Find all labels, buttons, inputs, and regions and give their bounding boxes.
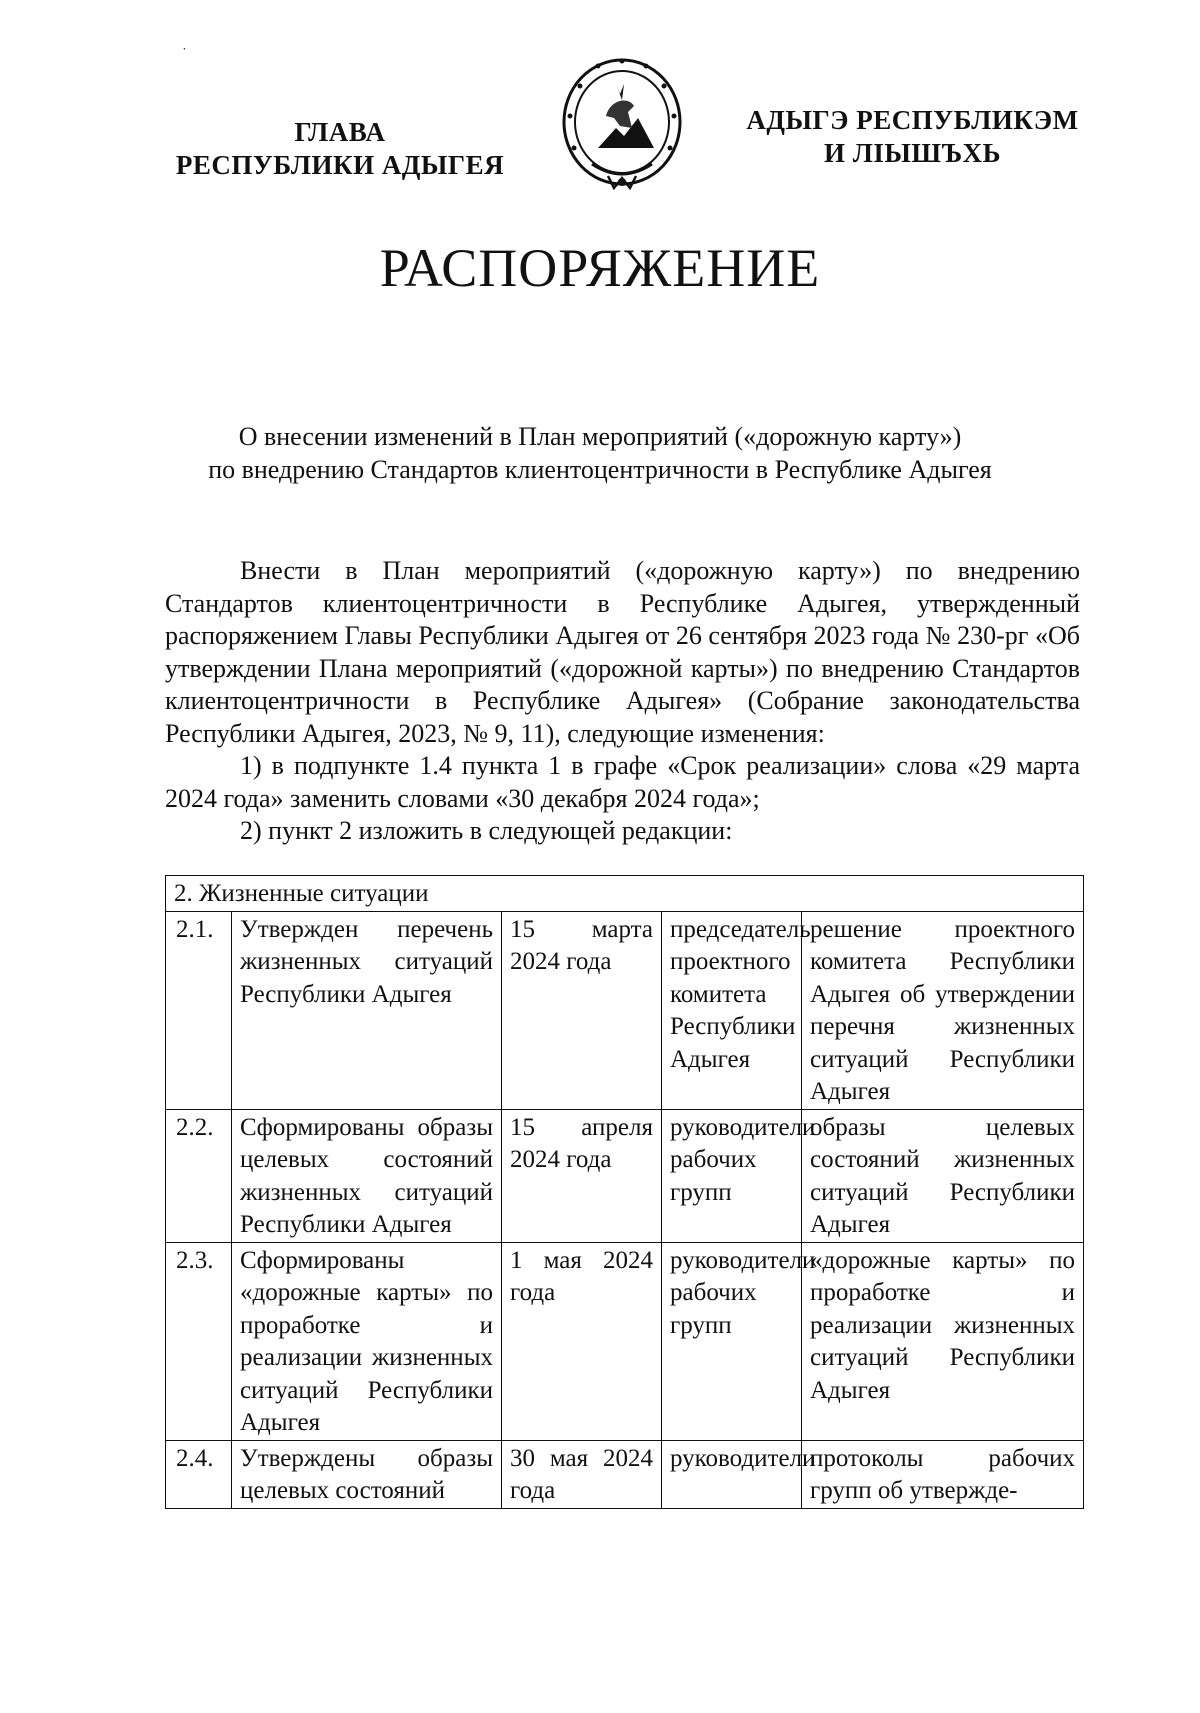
issuer-title-russian bbox=[170, 116, 510, 182]
scan-speck: ˙ bbox=[182, 46, 187, 61]
row-number: 2.2. bbox=[166, 1109, 232, 1242]
amendment-item-2: 2) пункт 2 изложить в следующей редакции: bbox=[240, 816, 733, 845]
responsible-cell: руководители bbox=[662, 1440, 802, 1508]
issuer-adyghe-line-1: АДЫГЭ РЕСПУБЛИКЭМ bbox=[746, 105, 1079, 135]
responsible-cell: руководители рабочих групп bbox=[662, 1242, 802, 1440]
coat-of-arms-icon bbox=[558, 56, 686, 198]
amendment-item-1: 1) в подпункте 1.4 пункта 1 в графе «Срок реализации» слова «29 марта 2024 года» заменить словами «30 декабря 2024 года»; bbox=[165, 751, 1080, 813]
table-row bbox=[166, 1242, 1084, 1440]
table-row bbox=[166, 1109, 1084, 1242]
table-row bbox=[166, 1440, 1084, 1508]
responsible-cell: председатель проектного комитета Республики Адыгея bbox=[662, 911, 802, 1109]
row-number: 2.3. bbox=[166, 1242, 232, 1440]
title-line-2: по внедрению Стандартов клиентоцентричности в Республике Адыгея bbox=[208, 455, 992, 484]
body-paragraph: Внести в План мероприятий («дорожную карту») по внедрению Стандартов клиентоцентричности в Республике Адыгея, утвержденный распоряжением Главы Республики Адыгея от 26 сентября 2023 года № 230-рг «Об утверждении Плана мероприятий («дорожной карты») по внедрению Стандартов клиентоцентричности в Республике Адыгея» (Собрание законодательства Республики Адыгея, 2023, № 9, 11), следующие изменения: bbox=[165, 556, 1080, 748]
section-header-cell: 2. Жизненные ситуации bbox=[166, 876, 1084, 912]
result-cell: протоколы рабочих групп об утвержде- bbox=[802, 1440, 1084, 1508]
title-line-1: О внесении изменений в План мероприятий («дорожную карту») bbox=[238, 422, 962, 451]
deadline-cell: 1 мая 2024 года bbox=[502, 1242, 662, 1440]
deadline-cell: 15 марта 2024 года bbox=[502, 911, 662, 1109]
event-cell: Утверждены образы целевых состояний bbox=[232, 1440, 502, 1508]
event-cell: Утвержден перечень жизненных ситуаций Республики Адыгея bbox=[232, 911, 502, 1109]
deadline-cell: 30 мая 2024 года bbox=[502, 1440, 662, 1508]
document-body bbox=[165, 555, 1080, 848]
issuer-adyghe-line-2: И ЛІЫШЪХЬ bbox=[823, 138, 1002, 168]
result-cell: решение проектного комитета Республики Адыгея об утверждении перечня жизненных ситуаций Республики Адыгея bbox=[802, 911, 1084, 1109]
plan-table bbox=[165, 875, 1083, 1509]
row-number: 2.1. bbox=[166, 911, 232, 1109]
event-cell: Сформированы образы целевых состояний жизненных ситуаций Республики Адыгея bbox=[232, 1109, 502, 1242]
result-cell: образы целевых состояний жизненных ситуаций Республики Адыгея bbox=[802, 1109, 1084, 1242]
document-title bbox=[150, 420, 1050, 486]
issuer-line-1: ГЛАВА bbox=[294, 117, 386, 147]
document-type: РАСПОРЯЖЕНИЕ bbox=[379, 238, 821, 298]
table-section-header-row bbox=[166, 876, 1084, 912]
issuer-line-2: РЕСПУБЛИКИ АДЫГЕЯ bbox=[175, 150, 505, 180]
issuer-title-adyghe bbox=[735, 104, 1090, 170]
result-cell: «дорожные карты» по проработке и реализации жизненных ситуаций Республики Адыгея bbox=[802, 1242, 1084, 1440]
row-number: 2.4. bbox=[166, 1440, 232, 1508]
responsible-cell: руководители рабочих групп bbox=[662, 1109, 802, 1242]
deadline-cell: 15 апреля 2024 года bbox=[502, 1109, 662, 1242]
table-row bbox=[166, 911, 1084, 1109]
event-cell: Сформированы «дорожные карты» по проработке и реализации жизненных ситуаций Республики Адыгея bbox=[232, 1242, 502, 1440]
